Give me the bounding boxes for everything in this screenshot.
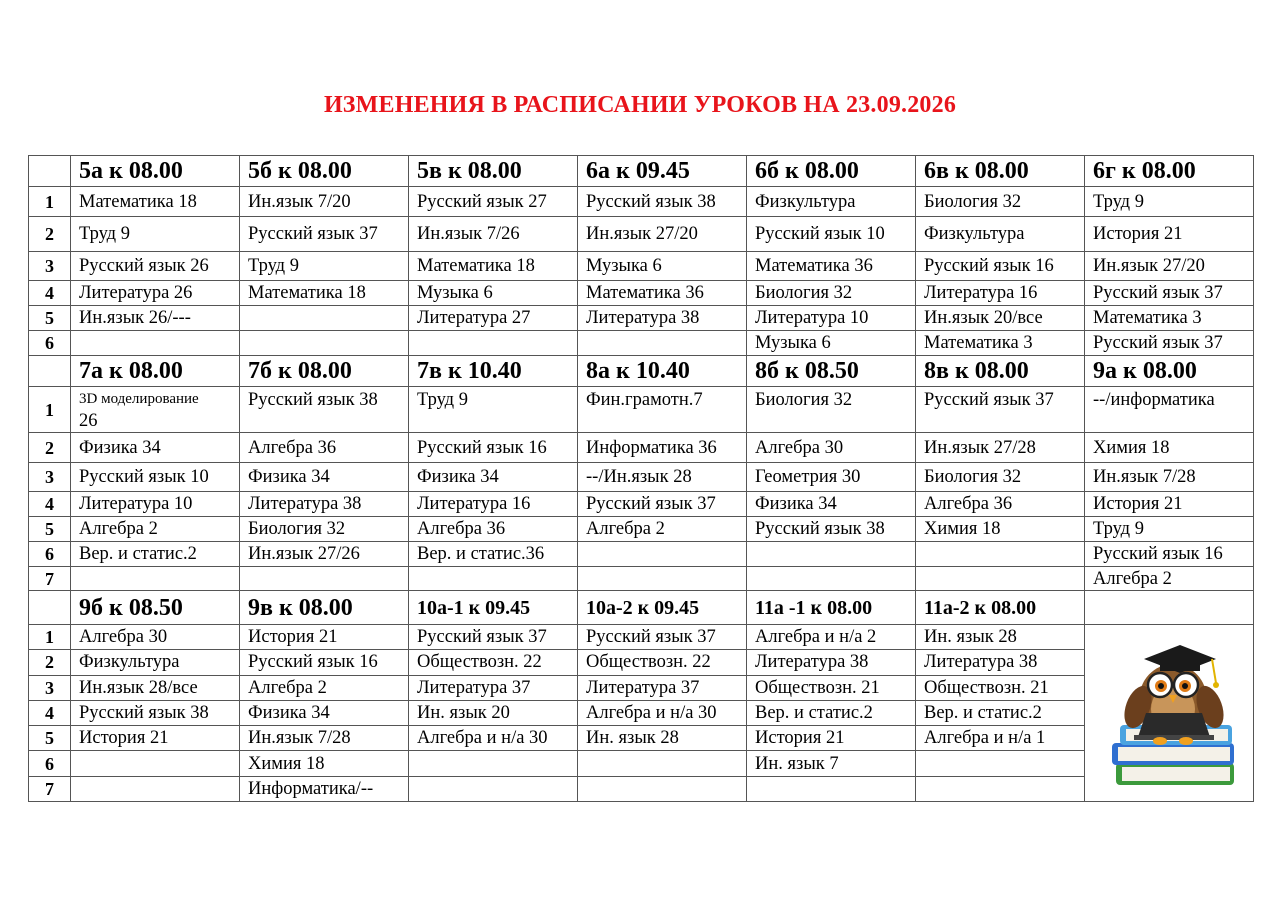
lesson-cell: Русский язык 16 — [409, 433, 578, 463]
lesson-cell: Ин.язык 27/28 — [916, 433, 1085, 463]
lesson-cell: Русский язык 27 — [409, 187, 578, 217]
table-row — [29, 751, 1254, 776]
lesson-cell: Русский язык 37 — [916, 387, 1085, 433]
lesson-cell: Алгебра 2 — [578, 517, 747, 542]
lesson-cell: Алгебра и н/а 1 — [916, 726, 1085, 751]
lesson-cell: Физика 34 — [240, 463, 409, 492]
lesson-cell: Труд 9 — [1085, 517, 1254, 542]
table-row — [29, 217, 1254, 252]
lesson-cell: Литература 38 — [916, 650, 1085, 675]
lesson-cell: Литература 38 — [240, 492, 409, 517]
lesson-cell: Фин.грамотн.7 — [578, 387, 747, 433]
lesson-cell: История 21 — [747, 726, 916, 751]
lesson-cell: Литература 26 — [71, 281, 240, 306]
lesson-cell: Русский язык 37 — [578, 625, 747, 650]
lesson-cell: Русский язык 38 — [71, 700, 240, 725]
class-header: 7б к 08.00 — [240, 356, 409, 387]
lesson-cell: Химия 18 — [240, 751, 409, 776]
lesson-cell: Алгебра 2 — [71, 517, 240, 542]
lesson-cell: Музыка 6 — [578, 252, 747, 281]
room-number: 26 — [79, 411, 98, 431]
lesson-cell: Русский язык 37 — [409, 625, 578, 650]
lesson-cell: Обществозн. 21 — [916, 675, 1085, 700]
lesson-cell: Русский язык 37 — [1085, 281, 1254, 306]
lesson-number: 4 — [29, 700, 71, 725]
lesson-cell: Алгебра 36 — [240, 433, 409, 463]
table-row — [29, 187, 1254, 217]
lesson-cell: Русский язык 16 — [916, 252, 1085, 281]
lesson-cell: Химия 18 — [1085, 433, 1254, 463]
lesson-cell: Алгебра 36 — [916, 492, 1085, 517]
lesson-cell: Литература 16 — [409, 492, 578, 517]
table-row — [29, 776, 1254, 801]
class-header: 11а-2 к 08.00 — [916, 591, 1085, 625]
lesson-cell — [578, 542, 747, 567]
lesson-cell — [747, 567, 916, 591]
table-row — [29, 387, 1254, 433]
lesson-cell: Литература 10 — [71, 492, 240, 517]
lesson-cell — [916, 776, 1085, 801]
class-header: 8в к 08.00 — [916, 356, 1085, 387]
lesson-cell: Труд 9 — [71, 217, 240, 252]
lesson-cell — [747, 776, 916, 801]
schedule-table — [28, 155, 1254, 802]
lesson-cell: Алгебра и н/а 2 — [747, 625, 916, 650]
lesson-number: 5 — [29, 306, 71, 331]
class-header: 9а к 08.00 — [1085, 356, 1254, 387]
class-header: 8б к 08.50 — [747, 356, 916, 387]
lesson-cell: Музыка 6 — [409, 281, 578, 306]
lesson-cell: --/информатика — [1085, 387, 1254, 433]
lesson-number: 7 — [29, 776, 71, 801]
lesson-cell — [71, 751, 240, 776]
lesson-number: 6 — [29, 751, 71, 776]
lesson-cell: Физика 34 — [71, 433, 240, 463]
lesson-cell — [578, 776, 747, 801]
lesson-cell: Математика 18 — [240, 281, 409, 306]
corner-cell — [29, 591, 71, 625]
class-header: 6в к 08.00 — [916, 156, 1085, 187]
class-header: 9в к 08.00 — [240, 591, 409, 625]
lesson-number: 2 — [29, 217, 71, 252]
class-header: 6б к 08.00 — [747, 156, 916, 187]
table-row — [29, 281, 1254, 306]
corner-cell — [29, 356, 71, 387]
lesson-cell: Русский язык 26 — [71, 252, 240, 281]
lesson-cell: Труд 9 — [1085, 187, 1254, 217]
class-header: 6г к 08.00 — [1085, 156, 1254, 187]
lesson-cell — [409, 776, 578, 801]
lesson-cell: Математика 3 — [1085, 306, 1254, 331]
lesson-cell: Русский язык 38 — [240, 387, 409, 433]
table-row — [29, 517, 1254, 542]
lesson-number: 4 — [29, 492, 71, 517]
class-header: 6а к 09.45 — [578, 156, 747, 187]
lesson-cell: Физкультура — [916, 217, 1085, 252]
lesson-cell: Алгебра и н/а 30 — [578, 700, 747, 725]
class-header: 10а-2 к 09.45 — [578, 591, 747, 625]
class-header: 5б к 08.00 — [240, 156, 409, 187]
lesson-cell: Ин.язык 27/26 — [240, 542, 409, 567]
class-header: 10а-1 к 09.45 — [409, 591, 578, 625]
lesson-cell: Алгебра 36 — [409, 517, 578, 542]
lesson-cell: Литература 37 — [409, 675, 578, 700]
lesson-cell: Алгебра 2 — [240, 675, 409, 700]
class-header-row — [29, 591, 1254, 625]
lesson-cell — [71, 567, 240, 591]
lesson-cell — [578, 751, 747, 776]
lesson-cell: Вер. и статис.36 — [409, 542, 578, 567]
lesson-cell: Биология 32 — [747, 281, 916, 306]
lesson-cell: Русский язык 10 — [71, 463, 240, 492]
lesson-cell — [409, 331, 578, 356]
lesson-cell: Ин.язык 7/28 — [1085, 463, 1254, 492]
table-row — [29, 542, 1254, 567]
class-header-row — [29, 156, 1254, 187]
lesson-cell: История 21 — [1085, 217, 1254, 252]
lesson-cell: История 21 — [71, 726, 240, 751]
lesson-number: 6 — [29, 542, 71, 567]
lesson-cell: Алгебра 30 — [71, 625, 240, 650]
lesson-cell — [71, 331, 240, 356]
lesson-cell — [71, 776, 240, 801]
lesson-cell: Алгебра 2 — [1085, 567, 1254, 591]
lesson-cell: Ин. язык 20 — [409, 700, 578, 725]
lesson-cell: Русский язык 37 — [578, 492, 747, 517]
lesson-cell: Русский язык 38 — [747, 517, 916, 542]
lesson-number: 7 — [29, 567, 71, 591]
lesson-cell: Ин.язык 27/20 — [1085, 252, 1254, 281]
lesson-cell — [747, 542, 916, 567]
lesson-cell: Ин. язык 28 — [916, 625, 1085, 650]
lesson-cell — [409, 567, 578, 591]
lesson-cell: Биология 32 — [916, 463, 1085, 492]
lesson-cell: Ин. язык 28 — [578, 726, 747, 751]
lesson-cell: --/Ин.язык 28 — [578, 463, 747, 492]
lesson-cell: Обществозн. 22 — [409, 650, 578, 675]
lesson-cell: Физика 34 — [409, 463, 578, 492]
lesson-cell: Математика 36 — [578, 281, 747, 306]
lesson-cell: Обществозн. 21 — [747, 675, 916, 700]
table-row — [29, 726, 1254, 751]
lesson-cell: Биология 32 — [747, 387, 916, 433]
lesson-cell: Вер. и статис.2 — [916, 700, 1085, 725]
lesson-cell: Ин.язык 26/--- — [71, 306, 240, 331]
lesson-cell: Алгебра 30 — [747, 433, 916, 463]
lesson-number: 3 — [29, 675, 71, 700]
table-row — [29, 492, 1254, 517]
lesson-cell: Физкультура — [71, 650, 240, 675]
table-row — [29, 625, 1254, 650]
lesson-cell: Химия 18 — [916, 517, 1085, 542]
lesson-cell — [916, 751, 1085, 776]
lesson-cell: Ин.язык 20/все — [916, 306, 1085, 331]
lesson-cell: Биология 32 — [916, 187, 1085, 217]
lesson-cell: Алгебра и н/а 30 — [409, 726, 578, 751]
lesson-cell: Математика 18 — [409, 252, 578, 281]
lesson-number: 3 — [29, 463, 71, 492]
lesson-cell: Физика 34 — [240, 700, 409, 725]
lesson-number: 1 — [29, 187, 71, 217]
lesson-cell — [578, 567, 747, 591]
lesson-number: 5 — [29, 517, 71, 542]
table-row — [29, 567, 1254, 591]
lesson-cell: История 21 — [240, 625, 409, 650]
lesson-number: 1 — [29, 387, 71, 433]
table-row — [29, 650, 1254, 675]
lesson-number: 2 — [29, 650, 71, 675]
lesson-cell: Ин.язык 7/20 — [240, 187, 409, 217]
lesson-cell: Математика 3 — [916, 331, 1085, 356]
table-row — [29, 433, 1254, 463]
class-header: 9б к 08.50 — [71, 591, 240, 625]
lesson-cell: Геометрия 30 — [747, 463, 916, 492]
lesson-cell: Ин. язык 7 — [747, 751, 916, 776]
lesson-cell: Русский язык 38 — [578, 187, 747, 217]
lesson-cell — [240, 306, 409, 331]
table-row — [29, 331, 1254, 356]
table-row — [29, 700, 1254, 725]
lesson-cell: Вер. и статис.2 — [747, 700, 916, 725]
lesson-number: 4 — [29, 281, 71, 306]
lesson-cell: Информатика 36 — [578, 433, 747, 463]
lesson-cell: Музыка 6 — [747, 331, 916, 356]
lesson-number: 1 — [29, 625, 71, 650]
class-header-row — [29, 356, 1254, 387]
lesson-cell: Ин.язык 27/20 — [578, 217, 747, 252]
lesson-cell: Русский язык 16 — [1085, 542, 1254, 567]
class-header: 11а -1 к 08.00 — [747, 591, 916, 625]
lesson-cell — [916, 542, 1085, 567]
table-row — [29, 252, 1254, 281]
lesson-cell: Труд 9 — [409, 387, 578, 433]
lesson-cell — [240, 331, 409, 356]
lesson-cell: Труд 9 — [240, 252, 409, 281]
lesson-cell: История 21 — [1085, 492, 1254, 517]
empty-cell — [1085, 591, 1254, 625]
lesson-cell: Вер. и статис.2 — [71, 542, 240, 567]
lesson-cell: Биология 32 — [240, 517, 409, 542]
lesson-cell: Обществозн. 22 — [578, 650, 747, 675]
lesson-cell: Математика 18 — [71, 187, 240, 217]
owl-illustration — [1085, 625, 1254, 802]
lesson-cell: Физика 34 — [747, 492, 916, 517]
lesson-cell: Ин.язык 28/все — [71, 675, 240, 700]
lesson-cell — [409, 751, 578, 776]
lesson-number: 6 — [29, 331, 71, 356]
lesson-cell: Литература 38 — [747, 650, 916, 675]
lesson-cell: Математика 36 — [747, 252, 916, 281]
lesson-cell: Русский язык 37 — [240, 217, 409, 252]
table-row — [29, 675, 1254, 700]
page-title: ИЗМЕНЕНИЯ В РАСПИСАНИИ УРОКОВ НА 23.09.2026 — [323, 92, 957, 118]
table-row — [29, 463, 1254, 492]
lesson-cell: Литература 16 — [916, 281, 1085, 306]
lesson-cell: Русский язык 37 — [1085, 331, 1254, 356]
lesson-text: 3D моделирование — [79, 391, 199, 407]
table-row — [29, 306, 1254, 331]
lesson-cell: Русский язык 10 — [747, 217, 916, 252]
lesson-cell: Ин.язык 7/26 — [409, 217, 578, 252]
lesson-cell: Информатика/-- — [240, 776, 409, 801]
lesson-number: 5 — [29, 726, 71, 751]
lesson-cell: Физкультура — [747, 187, 916, 217]
lesson-cell — [240, 567, 409, 591]
lesson-cell — [916, 567, 1085, 591]
lesson-cell: Ин.язык 7/28 — [240, 726, 409, 751]
class-header: 7а к 08.00 — [71, 356, 240, 387]
class-header: 7в к 10.40 — [409, 356, 578, 387]
lesson-cell — [71, 387, 240, 433]
owl-with-books-icon — [1098, 625, 1248, 795]
class-header: 5в к 08.00 — [409, 156, 578, 187]
lesson-cell: Литература 38 — [578, 306, 747, 331]
lesson-cell: Русский язык 16 — [240, 650, 409, 675]
lesson-cell: Литература 37 — [578, 675, 747, 700]
lesson-cell: Литература 27 — [409, 306, 578, 331]
lesson-cell: Литература 10 — [747, 306, 916, 331]
lesson-number: 3 — [29, 252, 71, 281]
lesson-cell — [578, 331, 747, 356]
class-header: 8а к 10.40 — [578, 356, 747, 387]
lesson-number: 2 — [29, 433, 71, 463]
class-header: 5а к 08.00 — [71, 156, 240, 187]
corner-cell — [29, 156, 71, 187]
